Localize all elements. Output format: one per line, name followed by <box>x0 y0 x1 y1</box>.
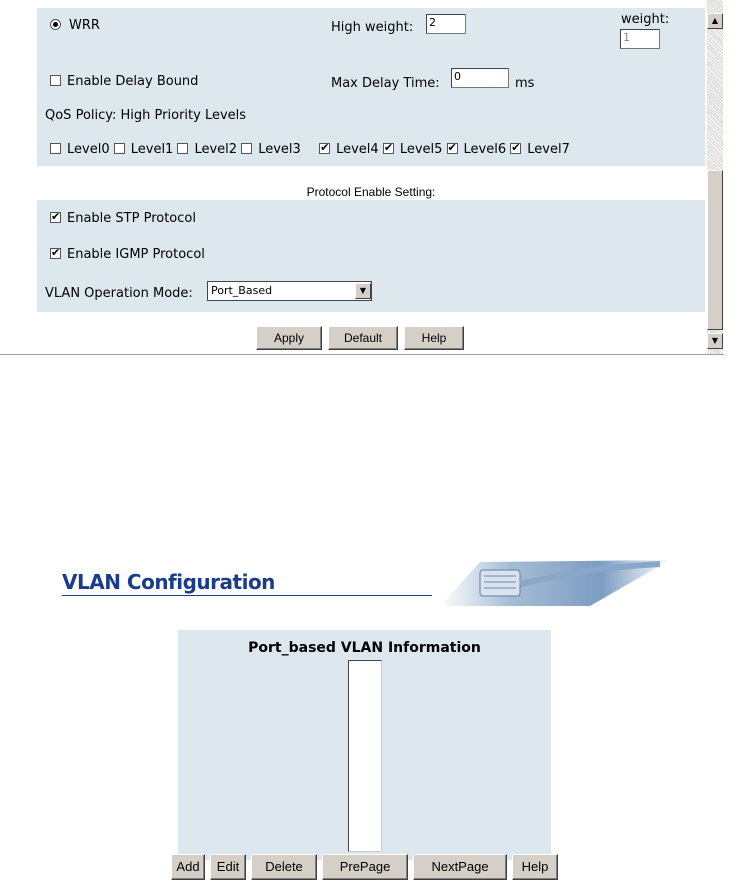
igmp-option[interactable] <box>50 247 205 262</box>
scrollbar-thumb[interactable] <box>707 170 723 330</box>
stp-option[interactable] <box>50 211 196 226</box>
high-weight-input[interactable]: 2 <box>426 14 466 34</box>
scroll-up-icon[interactable]: ▲ <box>707 13 723 29</box>
max-delay-label: Max Delay Time: <box>331 76 440 91</box>
level5-option[interactable] <box>383 142 443 157</box>
igmp-checkbox[interactable] <box>50 248 61 259</box>
qos-policy-label: QoS Policy: High Priority Levels <box>45 108 247 123</box>
level2-label: Level2 <box>194 142 238 157</box>
vlan-help-button[interactable]: Help <box>512 854 558 880</box>
delete-button[interactable]: Delete <box>251 854 317 880</box>
vlan-section <box>0 540 738 890</box>
low-weight-input[interactable]: 1 <box>620 29 660 49</box>
level6-label: Level6 <box>463 142 507 157</box>
level6-option[interactable] <box>447 142 507 157</box>
stp-label: Enable STP Protocol <box>67 211 196 226</box>
igmp-label: Enable IGMP Protocol <box>67 247 205 262</box>
level5-label: Level5 <box>399 142 443 157</box>
vlan-mode-label: VLAN Operation Mode: <box>45 286 193 301</box>
wrr-label: WRR <box>69 18 100 33</box>
delay-bound-option[interactable] <box>50 74 198 89</box>
level0-option[interactable] <box>50 142 110 157</box>
level2-option[interactable] <box>177 142 237 157</box>
priority-levels <box>50 142 570 157</box>
stp-checkbox[interactable] <box>50 212 61 223</box>
level4-option[interactable] <box>319 142 379 157</box>
delay-bound-checkbox[interactable] <box>50 75 61 86</box>
level7-label: Level7 <box>527 142 570 157</box>
level6-checkbox[interactable] <box>447 143 458 154</box>
level5-checkbox[interactable] <box>383 143 394 154</box>
level2-checkbox[interactable] <box>177 143 188 154</box>
vlan-mode-value: Port_Based <box>211 284 273 297</box>
chevron-down-icon[interactable]: ▼ <box>355 283 371 299</box>
level1-option[interactable] <box>114 142 174 157</box>
help-button[interactable]: Help <box>404 326 464 350</box>
nextpage-button[interactable]: NextPage <box>413 854 507 880</box>
max-delay-input[interactable]: 0 <box>451 68 509 88</box>
protocol-heading: Protocol Enable Setting: <box>306 185 436 199</box>
wrr-option[interactable] <box>50 18 100 33</box>
level3-option[interactable] <box>241 142 301 157</box>
level4-label: Level4 <box>336 142 379 157</box>
level4-checkbox[interactable] <box>319 143 330 154</box>
vlan-mode-select[interactable] <box>207 281 372 301</box>
default-button[interactable]: Default <box>328 326 398 350</box>
level3-checkbox[interactable] <box>241 143 252 154</box>
level7-option[interactable] <box>510 142 570 157</box>
title-underline <box>62 595 432 596</box>
network-cable-banner <box>420 558 670 608</box>
vlan-list-box[interactable] <box>348 660 382 852</box>
scroll-down-icon[interactable]: ▼ <box>707 333 723 349</box>
level0-label: Level0 <box>67 142 110 157</box>
settings-frame <box>0 0 738 356</box>
add-button[interactable]: Add <box>171 854 205 880</box>
page-title: VLAN Configuration <box>62 570 275 594</box>
level3-label: Level3 <box>258 142 301 157</box>
level1-checkbox[interactable] <box>114 143 125 154</box>
vertical-scrollbar[interactable] <box>706 0 724 354</box>
prepage-button[interactable]: PrePage <box>322 854 408 880</box>
level7-checkbox[interactable] <box>510 143 521 154</box>
delay-bound-label: Enable Delay Bound <box>67 74 199 89</box>
high-weight-label: High weight: <box>331 20 414 35</box>
edit-button[interactable]: Edit <box>210 854 246 880</box>
apply-button[interactable]: Apply <box>256 326 322 350</box>
level1-label: Level1 <box>130 142 174 157</box>
wrr-radio[interactable] <box>50 19 61 30</box>
vlan-info-title: Port_based VLAN Information <box>248 640 481 656</box>
weight-label: weight: <box>621 12 670 27</box>
level0-checkbox[interactable] <box>50 143 61 154</box>
ms-label: ms <box>515 76 535 91</box>
frame-bottom-border <box>0 354 724 355</box>
